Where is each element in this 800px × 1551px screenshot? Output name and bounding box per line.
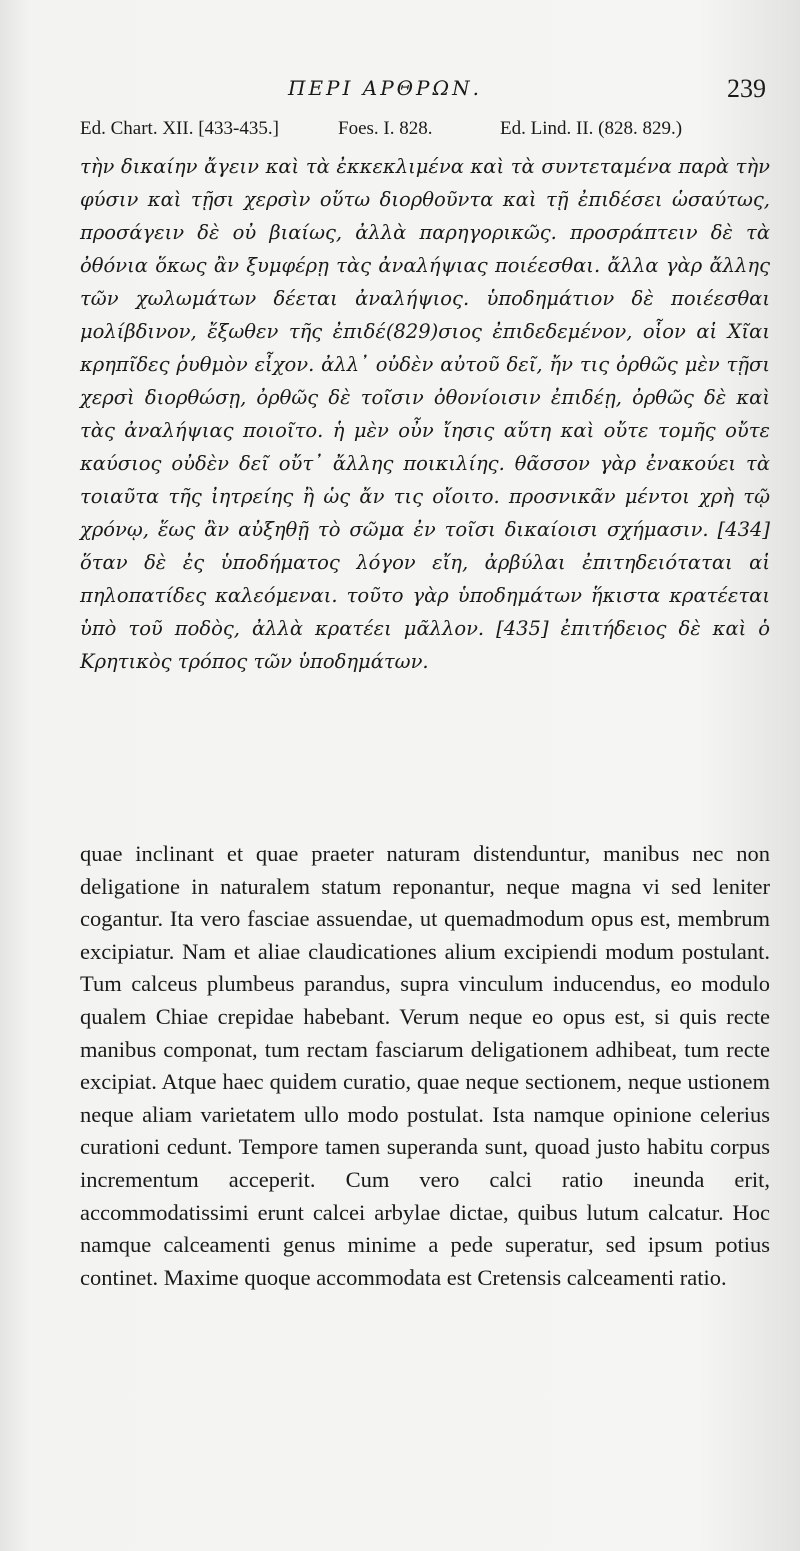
running-head xyxy=(0,68,800,108)
chartier-reference: Ed. Chart. XII. [433-435.] xyxy=(80,118,279,139)
linden-reference: Ed. Lind. II. (828. 829.) xyxy=(500,118,683,139)
greek-text-block xyxy=(80,150,770,678)
latin-paragraph: quae inclinant et quae praeter naturam distenduntur, manibus nec non deligatione in naturalem statum reponantur, neque magna vi sed leniter cogantur. Ita vero fasciae assuendae, ut quemadmodum opus est, membrum excipiatur. Nam et aliae claudicationes alium excipiendi modum postulant. Tum calceus plumbeus parandus, supra vinculum inducendus, eo modulo qualem Chiae crepidae habebant. Verum neque eo opus est, si quis recte manibus componat, tum rectam fasciarum deligationem adhibeat, tum recte excipiat. Atque haec quidem curatio, quae neque sectionem, neque ustionem neque aliam varietatem ullo modo postulat. Ista namque opinione celerius curationi cedunt. Tempore tamen superanda sunt, quoad justo habitu corpus incrementum acceperit. Cum vero calci ratio ineunda erit, accommodatissimi erunt calcei arbylae dictae, quibus lutum calcatur. Hoc namque calceamenti genus minime a pede superatur, sed ipsum potius continet. Maxime quoque accommodata est Cretensis calceamenti ratio. xyxy=(80,841,770,1290)
running-head-title: ΠΕΡΙ ΑΡΘΡΩΝ. xyxy=(288,76,482,100)
foesius-reference: Foes. I. 828. xyxy=(338,118,433,139)
page-number: 239 xyxy=(727,74,766,103)
latin-translation-block xyxy=(80,838,770,1294)
greek-paragraph: τὴν δικαίην ἄγειν καὶ τὰ ἐκκεκλιμένα καὶ τὰ συντεταμένα παρὰ τὴν φύσιν καὶ τῇσι χερσὶν οὕτω διορθοῦντα καὶ τῇ ἐπιδέσει ὡσαύτως, προσάγειν δὲ οὐ βιαίως, ἀλλὰ παρηγορικῶς. προσράπτειν δὲ τὰ ὀθόνια ὅκως ἂν ξυμφέρῃ τὰς ἀναλήψιας ποιέεσθαι. ἄλλα γὰρ ἄλλης τῶν χωλωμάτων δέεται ἀναλήψιος. ὑποδημάτιον δὲ ποιέεσθαι μολίβδινον, ἔξωθεν τῆς ἐπιδέ(829)σιος ἐπιδεδεμένον, οἷον αἱ Χῖαι κρηπῖδες ῥυθμὸν εἶχον. ἀλλ᾽ οὐδὲν αὐτοῦ δεῖ, ἤν τις ὀρθῶς μὲν τῇσι χερσὶ διορθώσῃ, ὀρθῶς δὲ τοῖσιν ὀθονίοισιν ἐπιδέῃ, ὀρθῶς δὲ καὶ τὰς ἀναλήψιας ποιοῖτο. ἡ μὲν οὖν ἴησις αὕτη καὶ οὔτε τομῆς οὔτε καύσιος οὐδὲν δεῖ οὔτ᾽ ἄλλης ποικιλίης. θᾶσσον γὰρ ἐνακούει τὰ τοιαῦτα τῆς ἰητρείης ἢ ὡς ἄν τις οἴοιτο. προσνικᾶν μέντοι χρὴ τῷ χρόνῳ, ἕως ἂν αὐξηθῇ τὸ σῶμα ἐν τοῖσι δικαίοισι σχήμασιν. [434] ὅταν δὲ ἐς ὑποδήματος λόγον εἴη, ἀρβύλαι ἐπιτηδειόταται αἱ πηλοπατίδες καλεόμεναι. τοῦτο γὰρ ὑποδημάτων ἥκιστα κρατέεται ὑπὸ τοῦ ποδὸς, ἀλλὰ κρατέει μᾶλλον. [435] ἐπιτήδειος δὲ καὶ ὁ Κρητικὸς τρόπος τῶν ὑποδημάτων. xyxy=(80,155,770,673)
